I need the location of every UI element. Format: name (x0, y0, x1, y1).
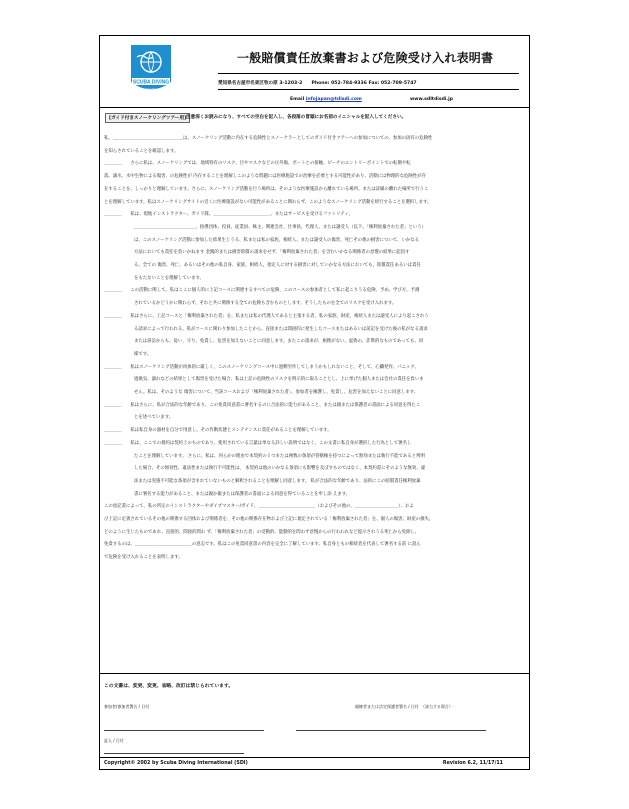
email-label: Email (290, 97, 305, 102)
sdi-logo (128, 42, 174, 98)
waiver-line: び上記に定義されているその他の関係する団体および関係者を、その他の関係存在物および上記に規定されている「権利放棄された者」を、個人の傷害、財産の損失、 (104, 517, 434, 522)
signature-section (100, 673, 529, 758)
waiver-line: る、全ての 傷害、死亡、あるいはその他の私自身、家族、相続人、指定人に対する損害に対していかなる方法においても、賠償責任あるいは責任 (134, 263, 421, 268)
waiver-line: ＿＿＿＿ 私はさらに、私が合法的な年齢であり、この免責同意書に署名するのに合法的に能力があること、または親または保護者の書面による同意を得たこ (104, 402, 421, 408)
witness-signature-label: 証人 / 日付 (104, 738, 124, 743)
waiver-line: または訴訟からも、従い、守り、免責し、危害を加えないことに同意します。またこの請求が、根拠がない、虚偽の、詐欺的なものであっても、同 (134, 339, 424, 345)
waiver-line: ＿＿＿＿ この活動に関して、私はここに個人的に上記コースに関連するすべての危険、このコースの参加者として私に起こりうる危険、予め、学び方、予測 (104, 288, 420, 294)
header-rule-bottom (218, 89, 519, 90)
header-rule-top (218, 73, 519, 74)
waiver-line: ＿＿＿＿ 私は私自身の器材を自分で用意し、その作動状態とメンテナンスに責任があることを理解しています。 (104, 428, 332, 434)
waiver-line: たことを理解しています。 さらに、私は、何らかの理由で本契約の１つまたは複数の条項が管轄権を持つによって無効または執行不能であると判明 (134, 453, 425, 459)
waiver-line: 過換気、溺れなどの結果として傷害を受けた場合、私は上記の危険性のリスクを明示的に取ることとし、上に挙げた個人または会社の責任を負いま (134, 377, 424, 383)
waiver-line: 法または実施不可能な条項が含まれていないものと解釈されることを理解し同意します。 私が合法的な年齢であり、法的にこの賠償責任権利放棄 (134, 478, 421, 484)
waiver-line: 様です。 (134, 351, 152, 357)
website[interactable]: www.sdltdisdi.jp (410, 97, 454, 102)
waiver-line: をもたないことを理解しています。 (134, 275, 204, 281)
waiver-line: 方法においても責任を負いかねます 金銭的または損害賠償の請求をせず、「権利放棄された者」を含むいかなる関係者の怠慢の結果に起因す (134, 250, 410, 256)
waiver-line: ＿＿＿＿ 私は、現地インストラクター、ガイド隊、＿＿＿＿＿＿＿＿＿＿＿＿＿、またはサービスを受けるファシリティ、 (104, 212, 354, 218)
waiver-line: 書に署名する能力があること、または親か親または保護者の書面による同意を得ていることを申し添 えます。 (134, 491, 351, 497)
waiver-form (99, 35, 530, 770)
document-title: 一般賠償責任放棄書および危険受け入れ表明書 (237, 51, 494, 65)
waiver-line: を知らされていることを確認します。 (104, 148, 179, 154)
waiver-line: この放記書によって、私の所定のインストラクターやダイブマスター/ガイド、＿＿＿＿＿＿＿＿＿＿＿＿＿（およびその他の、＿＿＿＿＿＿＿＿＿＿）、およ (104, 504, 414, 510)
waiver-line: で危険を受け入れることを表明します。 (104, 555, 183, 561)
tour-type-badge: [ガイド付きスノーケリングツアー用] (105, 113, 190, 123)
waiver-line: せん。私は、そのような 傷害について、当該コースおよび「権利放棄された者」、参加者を擁護し、免責し、危害を加えないことに同意します。 (134, 390, 419, 395)
revision: Revision 6.2, 11/17/11 (442, 761, 503, 766)
waiver-line: どのように生じたものであれ、直接的、間接的問わ ず、「権利放棄された者」の受動的、能動的を問わず怠慢からの行わわれなど提示されうる死亡から免除し、 (104, 529, 420, 535)
waiver-line: 免責するのは、＿＿＿＿＿＿＿＿＿＿＿＿＿の意志です。私はこの免責同意書の内容を完全に了解しています。私自身ともの相続者を代表して署名する前 に読ん (104, 542, 421, 548)
waiver-line: ＿＿＿＿ 私は、ここでの規約は契約上のものであり、使用されている言葉は単なる詳しい説明ではなく、この文書に私自身が選択した行為として署名し (104, 440, 412, 446)
logo-subtext: INTERNATIONAL (137, 88, 165, 92)
waiver-line: 在することを、しっかりと理解しています。さらに、スノーケリング活動を行う場所は、そのような医療施設から離れている場所、または詳細の離れた場所で行うこ (104, 186, 429, 192)
waiver-line: されているかどうかに関わらず、それと共に関係する全ての危険も含むものとします。そうしたものを全てのリスクを受け入れます。 (134, 301, 397, 307)
guardian-signature-line[interactable] (296, 730, 486, 731)
waiver-line: 落、溺水、水中生物による傷害、の危険性が 内在することを理解しこのような問題には医療施設での治療を必要とする可能性があり、活動には物理的な危険性が存 (104, 174, 426, 180)
waiver-line: る請求によって行われる、私がコースに関わり参加したことから、直接または間接的に発生したコースまたはあるいは前記を受けた後の私がなる請求 (134, 326, 428, 332)
email-link[interactable]: infojapan@tdisdi.com (305, 97, 362, 102)
waiver-line: した場合、その無効性、違法性または執行不可能性は、 本契約は他のいかなる条項にも影響を及ぼすものではなく、本契約書にそのような無効、違 (134, 466, 426, 472)
participant-signature-line[interactable] (104, 730, 264, 731)
form-header (100, 36, 529, 105)
waiver-line: とを理解しています。私はスノーケリングサイトの近くに医療施設がない可能性があることに関わらず、このようなスノーケリング活動を続行することを選択します。 (104, 199, 432, 205)
guardian-signature-label: 親権者または法定保護者署名 / 日付 （該当する場合） (355, 704, 453, 709)
waiver-line: とを述べています。 (134, 415, 174, 421)
form-footer (100, 757, 529, 770)
waiver-body (100, 107, 529, 674)
participant-signature-label: 参加者/参加者署名 / 日付 (104, 704, 150, 709)
waiver-line: ＿＿＿＿＿＿＿＿＿＿＿＿＿＿、指導団体、役員、従業員、株主、関連会社、仕事員、代理人、または譲受人（以下、「権利放棄された者」という） (134, 224, 426, 230)
waiver-line: ＿＿＿＿ 私はさらに、上記コースと「権利放棄された者」を、私または私の代理人であると主張する者、私の家族、財産、相続人または譲受人により起こされう (104, 313, 429, 319)
waiver-line: ＿＿＿＿ さらに私は、スノーケリングでは、地域特有のリスク、目やマスクなどの圧外傷、ボートとの接触、ビーチのエントリーポイントでの転倒や転 (104, 161, 411, 167)
waiver-line: 私、＿＿＿＿＿＿＿＿＿＿＿＿＿＿＿＿は、スノーケリング活動に内在する危険性とスノーケラーとしてのガイド付きツアーへの参加についての、参加の固有の危険性 (104, 136, 433, 141)
copyright: Copyright© 2002 by Scuba Diving International (SDI) (104, 761, 248, 766)
instruction-notice: 注意深くお読みになり、すべての空白を記入し、各段落の冒頭にお名前のイニシャルを記入してください。 (186, 115, 407, 120)
email-line (290, 97, 362, 102)
address-line: 愛知県名古屋市名東区牧の原 3-1203-2 Phone: 052-784-9336 Fax: 052-709-5747 (218, 81, 417, 86)
logo-text: SCUBA DIVING (132, 79, 170, 86)
waiver-line: ＿＿＿＿ 私はスノーケリング活動が肉体的に厳しく、このスノーケリングコース中に過剰労作してしまうかもしれないこと、そして、心臓発作、パニック、 (104, 364, 419, 370)
witness-signature-line[interactable] (104, 753, 244, 754)
no-alteration-warning: この文書は、変更、変更、省略、改訂は禁じられています。 (104, 684, 234, 689)
waiver-line: は、このスノーケリング活動に参加した結果生じうる、私または私の家族、相続人、または譲受人の傷害、死亡その他の損害について、いかなる (134, 237, 420, 243)
